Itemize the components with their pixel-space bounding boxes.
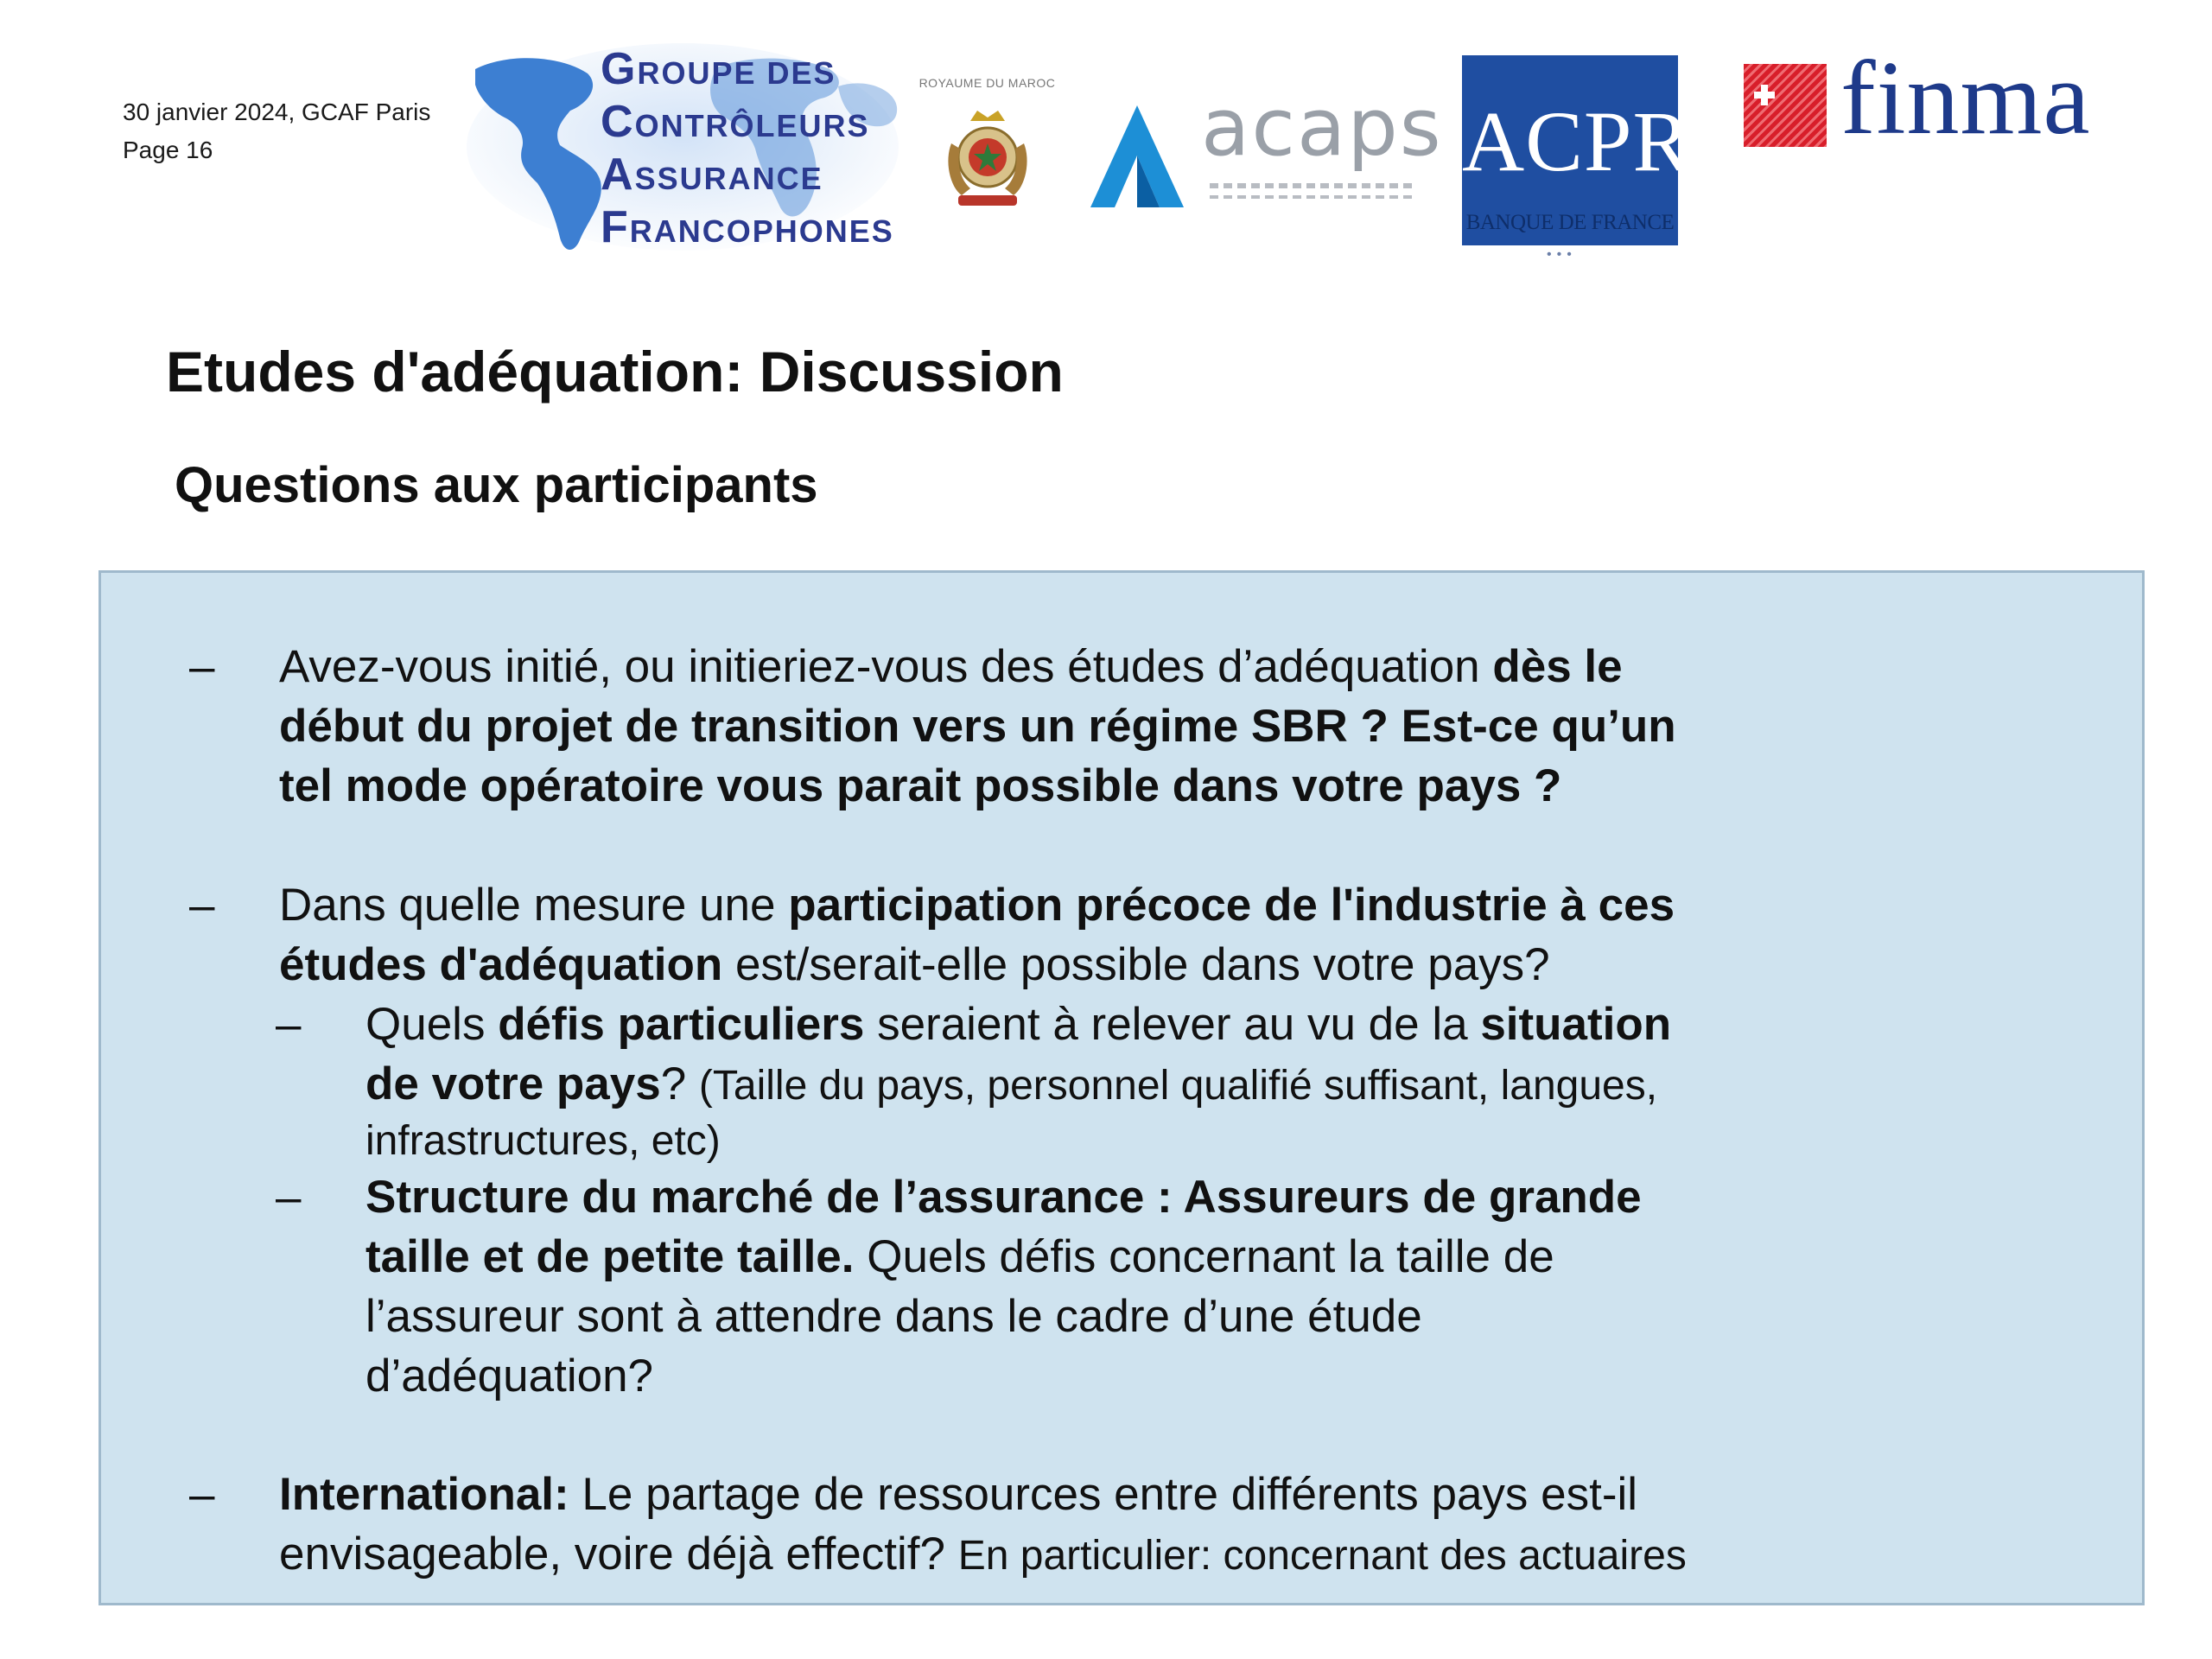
question-3: International: Le partage de ressources entre différents pays est-il envisageable, voire déjà effectif? En particulier: concernant des actuaires bbox=[279, 1469, 1687, 1580]
bullet-dash: – bbox=[189, 641, 215, 692]
acaps-wordmark: acaps bbox=[1201, 81, 1443, 174]
swiss-flag-icon bbox=[1744, 64, 1827, 147]
question-2: Dans quelle mesure une participation précoce de l'industrie à ces études d'adéquation est/serait-elle possible dans votre pays? bbox=[279, 880, 1675, 990]
gcaf-line: FRANCOPHONES bbox=[601, 202, 894, 252]
question-2-sub-1: Quels défis particuliers seraient à relever au vu de la situation de votre pays? (Taille du pays, personnel qualifié suffisant, langues, infrastructures, etc) bbox=[365, 999, 1672, 1164]
gcaf-wordmark bbox=[601, 45, 894, 256]
acaps-tagline-line bbox=[1210, 195, 1417, 199]
coat-of-arms-icon bbox=[936, 109, 1039, 213]
bullet-dash: – bbox=[189, 1469, 215, 1520]
gcaf-logo bbox=[458, 35, 907, 268]
acpr-ornament: ••• bbox=[1547, 247, 1577, 262]
slide-meta bbox=[123, 93, 430, 169]
sub-bullet-dash: – bbox=[276, 1172, 302, 1223]
morocco-emblem-logo bbox=[912, 76, 1063, 223]
morocco-label: ROYAUME DU MAROC bbox=[918, 76, 1056, 90]
bullet-dash: – bbox=[189, 880, 215, 931]
question-2-sub-2: Structure du marché de l’assurance : Assureurs de grande taille et de petite taille. Quels défis concernant la taille de l’assureur sont à attendre dans le cadre d’une étude d’adéquation? bbox=[365, 1172, 1642, 1402]
sub-bullet-dash: – bbox=[276, 999, 302, 1050]
acpr-wordmark: ACPR bbox=[1462, 93, 1692, 189]
slide-title: Etudes d'adéquation: Discussion bbox=[166, 340, 1064, 404]
date-line: 30 janvier 2024, GCAF Paris bbox=[123, 99, 431, 125]
finma-wordmark: finma bbox=[1840, 40, 2091, 156]
gcaf-line: ASSURANCE bbox=[601, 149, 823, 200]
questions-box bbox=[99, 570, 2145, 1605]
finma-logo bbox=[1744, 40, 2115, 157]
acpr-logo bbox=[1462, 55, 1692, 271]
acaps-a-icon bbox=[1082, 102, 1194, 214]
acaps-tagline bbox=[1210, 183, 1417, 188]
gcaf-line: GROUPE DES bbox=[601, 44, 836, 94]
slide-subtitle: Questions aux participants bbox=[175, 457, 818, 513]
page-number: Page 16 bbox=[123, 137, 213, 163]
acaps-logo bbox=[1082, 81, 1443, 233]
question-1: Avez-vous initié, ou initieriez-vous des études d’adéquation dès le début du projet de transition vers un régime SBR ? Est-ce qu’un tel mode opératoire vous parait possible dans votre pays ? bbox=[279, 641, 1676, 811]
gcaf-line: CONTRÔLEURS bbox=[601, 97, 870, 147]
acpr-subtitle: BANQUE DE FRANCE bbox=[1465, 211, 1675, 234]
